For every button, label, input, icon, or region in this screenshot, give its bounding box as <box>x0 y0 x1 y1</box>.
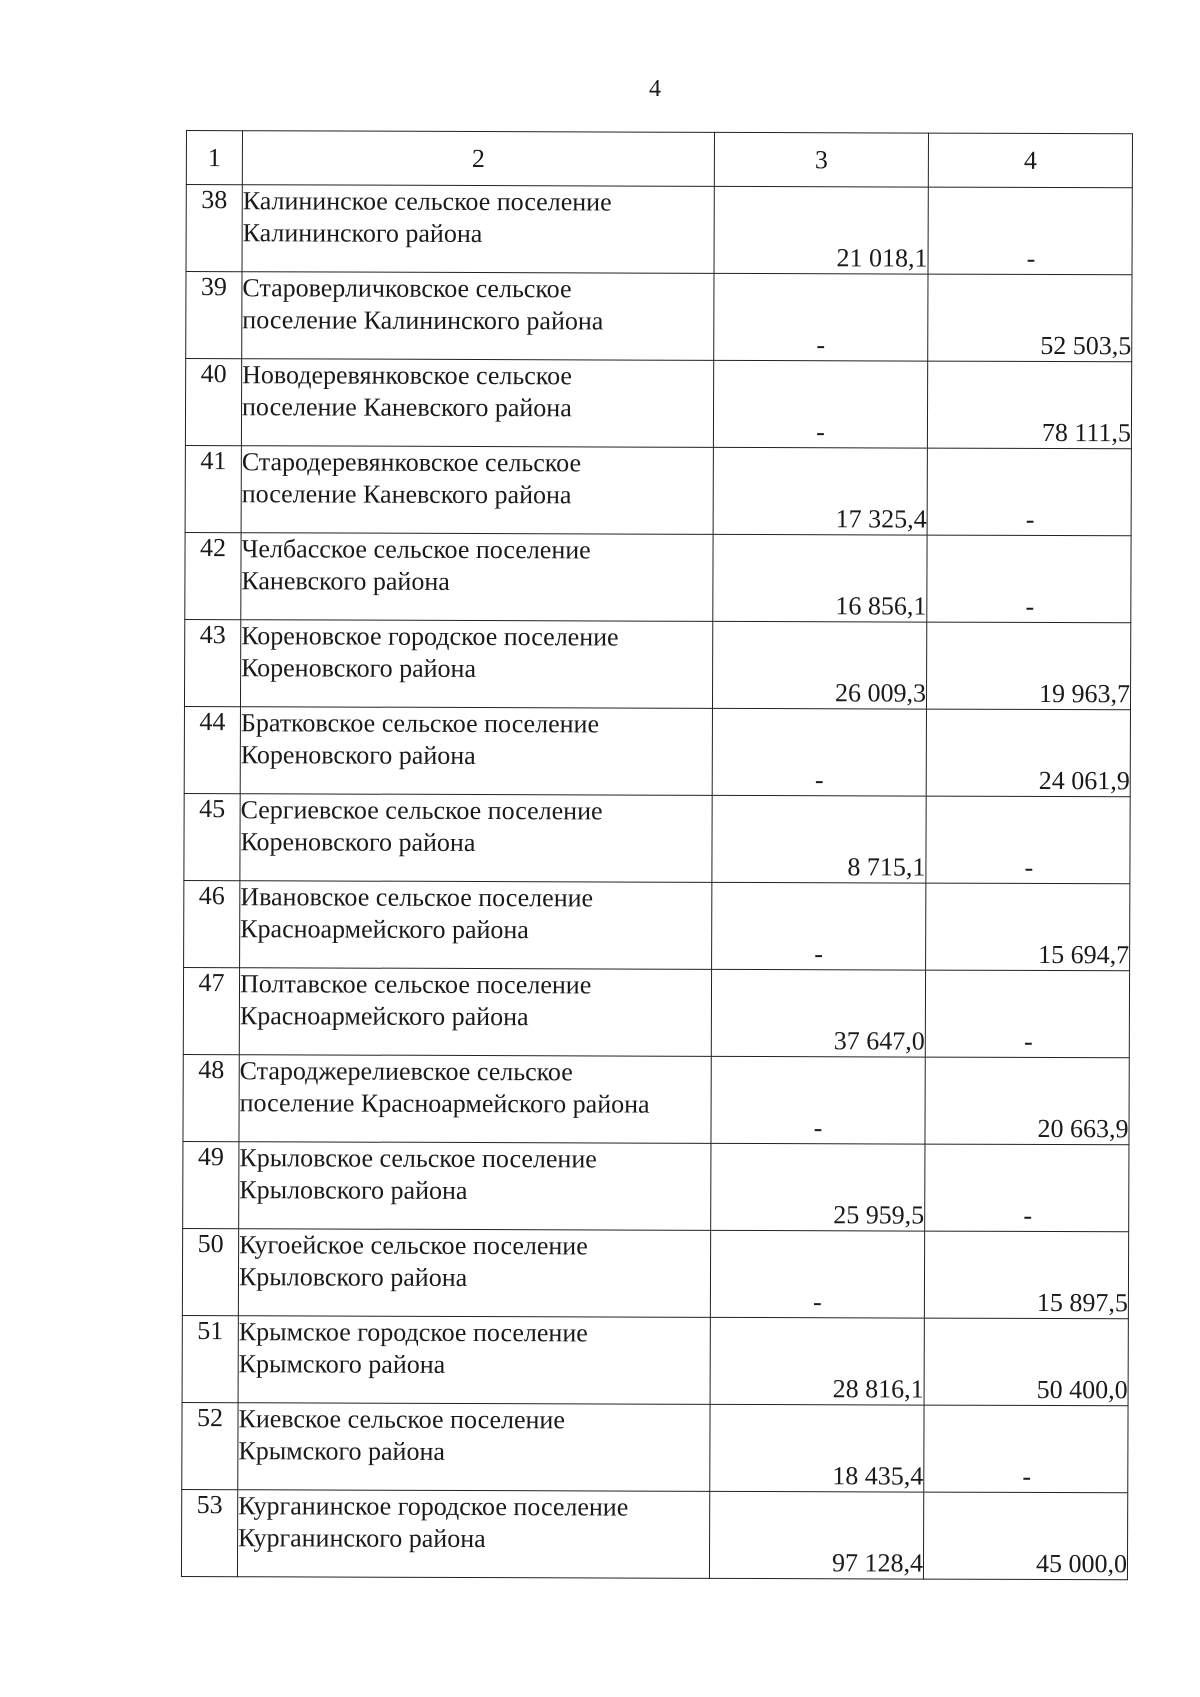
settlement-name-line-1: Киевское сельское поселение <box>238 1404 565 1435</box>
table-row <box>185 532 1131 622</box>
settlement-name-line-2: Крымского района <box>238 1349 446 1379</box>
settlement-name-cell <box>238 1403 710 1492</box>
amount-cell-col4: 19 963,7 <box>926 622 1130 710</box>
settlement-name-line-2: Красноармейского района <box>240 914 529 945</box>
amount-cell-col4: 52 503,5 <box>928 274 1132 362</box>
amount-cell-col4: 15 694,7 <box>926 883 1130 971</box>
settlement-name-line-1: Кореновское городское поселение <box>241 621 619 652</box>
table-header-row <box>186 131 1132 188</box>
amount-cell-col4: 24 061,9 <box>926 709 1130 797</box>
table-row <box>181 1489 1127 1579</box>
row-number-cell: 51 <box>182 1315 238 1402</box>
settlement-name-line-2: Каневского района <box>241 566 450 596</box>
settlement-name-line-1: Крыловское сельское поселение <box>239 1143 597 1174</box>
row-number-cell: 43 <box>184 619 240 706</box>
table-row <box>183 1141 1129 1231</box>
row-number-cell: 40 <box>185 359 241 446</box>
table-row <box>184 880 1130 970</box>
settlement-name-line-1: Стародеревянковское сельское <box>241 447 582 478</box>
settlement-name-cell <box>240 881 712 970</box>
amount-cell-col3: 97 128,4 <box>709 1491 923 1579</box>
amount-cell-col3: - <box>710 1230 924 1318</box>
row-number-cell: 46 <box>184 880 240 967</box>
settlement-name-cell <box>239 968 711 1057</box>
amount-cell-col4: 15 897,5 <box>924 1231 1128 1319</box>
table-row <box>184 793 1130 883</box>
settlement-name-cell <box>242 272 714 361</box>
row-number-cell: 39 <box>186 272 242 359</box>
amount-cell-col4: 78 111,5 <box>927 361 1131 449</box>
settlement-name-cell <box>240 707 712 796</box>
settlement-name-line-2: Крымского района <box>238 1436 445 1466</box>
amount-cell-col3: 16 856,1 <box>713 534 927 622</box>
settlement-name-line-1: Кугоейское сельское поселение <box>239 1230 588 1261</box>
settlement-name-cell <box>238 1229 710 1318</box>
row-number-cell: 49 <box>183 1141 239 1228</box>
allocation-table <box>181 130 1133 1580</box>
row-number-cell: 48 <box>183 1054 239 1141</box>
header-cell-col1: 1 <box>186 131 242 185</box>
table-row <box>185 445 1131 535</box>
table-row <box>183 1054 1129 1144</box>
settlement-name-line-2: поселение Калининского района <box>242 305 604 336</box>
amount-cell-col4: 50 400,0 <box>924 1318 1128 1406</box>
amount-cell-col4: - <box>928 187 1132 275</box>
settlement-name-cell <box>239 1142 711 1231</box>
settlement-name-line-2: Крыловского района <box>239 1175 468 1205</box>
row-number-cell: 41 <box>185 445 241 532</box>
amount-cell-col3: 26 009,3 <box>712 621 926 709</box>
row-number-cell: 45 <box>184 793 240 880</box>
settlement-name-line-1: Крымское городское поселение <box>238 1317 588 1348</box>
settlement-name-line-1: Полтавское сельское поселение <box>239 969 592 1000</box>
row-number-cell: 42 <box>185 532 241 619</box>
amount-cell-col3: 18 435,4 <box>710 1404 924 1492</box>
settlement-name-cell <box>242 185 714 274</box>
amount-cell-col3: - <box>712 708 926 796</box>
amount-cell-col4: - <box>927 535 1131 623</box>
amount-cell-col4: - <box>927 448 1131 536</box>
settlement-name-line-2: Кореновского района <box>240 740 476 771</box>
amount-cell-col3: 37 647,0 <box>711 969 925 1057</box>
settlement-name-line-1: Сергиевское сельское поселение <box>240 795 603 826</box>
settlement-name-cell <box>241 533 713 622</box>
row-number-cell: 52 <box>182 1402 238 1489</box>
table-row <box>184 706 1130 796</box>
settlement-name-line-2: Крыловского района <box>238 1262 468 1292</box>
table-row <box>186 185 1132 275</box>
settlement-name-line-2: Красноармейского района <box>239 1001 529 1032</box>
settlement-name-line-1: Староверличковское сельское <box>242 273 572 304</box>
amount-cell-col4: 45 000,0 <box>923 1492 1127 1580</box>
row-number-cell: 38 <box>186 185 242 272</box>
settlement-name-line-1: Новодеревянковское сельское <box>242 360 573 391</box>
settlement-name-cell <box>239 1055 711 1144</box>
table-row <box>182 1402 1128 1492</box>
row-number-cell: 53 <box>181 1489 237 1576</box>
table-row <box>184 619 1130 709</box>
settlement-name-line-2: Калининского района <box>242 218 483 249</box>
amount-cell-col3: - <box>714 273 928 361</box>
header-cell-col3: 3 <box>714 132 928 187</box>
page-number: 4 <box>649 76 661 102</box>
amount-cell-col4: - <box>925 1144 1129 1232</box>
settlement-name-line-1: Челбасское сельское поселение <box>241 534 591 565</box>
settlement-name-cell <box>241 446 713 535</box>
settlement-name-line-1: Братковское сельское поселение <box>240 708 600 739</box>
amount-cell-col3: 21 018,1 <box>714 186 928 274</box>
table-row <box>182 1228 1128 1318</box>
amount-cell-col4: - <box>924 1405 1128 1493</box>
settlement-name-line-2: поселение Каневского района <box>241 392 572 423</box>
amount-cell-col4: 20 663,9 <box>925 1057 1129 1145</box>
amount-cell-col4: - <box>925 970 1129 1058</box>
settlement-name-line-2: поселение Каневского района <box>241 479 572 510</box>
table-row <box>186 272 1132 362</box>
settlement-name-line-1: Староджерелиевское сельское <box>239 1056 573 1087</box>
amount-cell-col3: - <box>712 882 926 970</box>
row-number-cell: 50 <box>182 1228 238 1315</box>
settlement-name-line-2: Кореновского района <box>241 653 477 684</box>
table-row <box>183 967 1129 1057</box>
settlement-name-cell <box>240 794 712 883</box>
row-number-cell: 44 <box>184 706 240 793</box>
header-cell-col4: 4 <box>928 133 1132 188</box>
amount-cell-col3: 25 959,5 <box>711 1143 925 1231</box>
settlement-name-cell <box>241 359 713 448</box>
settlement-name-line-2: Кореновского района <box>240 827 476 858</box>
amount-cell-col4: - <box>926 796 1130 884</box>
settlement-name-cell <box>237 1490 709 1579</box>
settlement-name-line-1: Курганинское городское поселение <box>238 1491 629 1522</box>
amount-cell-col3: 8 715,1 <box>712 795 926 883</box>
amount-cell-col3: - <box>711 1056 925 1144</box>
table-row <box>185 359 1131 449</box>
settlement-name-cell <box>240 620 712 709</box>
row-number-cell: 47 <box>183 967 239 1054</box>
settlement-name-line-1: Ивановское сельское поселение <box>240 882 594 913</box>
settlement-name-line-1: Калининское сельское поселение <box>242 186 612 217</box>
settlement-name-cell <box>238 1316 710 1405</box>
amount-cell-col3: 17 325,4 <box>713 447 927 535</box>
table-row <box>182 1315 1128 1405</box>
amount-cell-col3: - <box>713 360 927 448</box>
amount-cell-col3: 28 816,1 <box>710 1317 924 1405</box>
settlement-name-line-2: Курганинского района <box>238 1523 486 1554</box>
settlement-name-line-2: поселение Красноармейского района <box>239 1088 650 1119</box>
header-cell-col2: 2 <box>242 131 714 187</box>
